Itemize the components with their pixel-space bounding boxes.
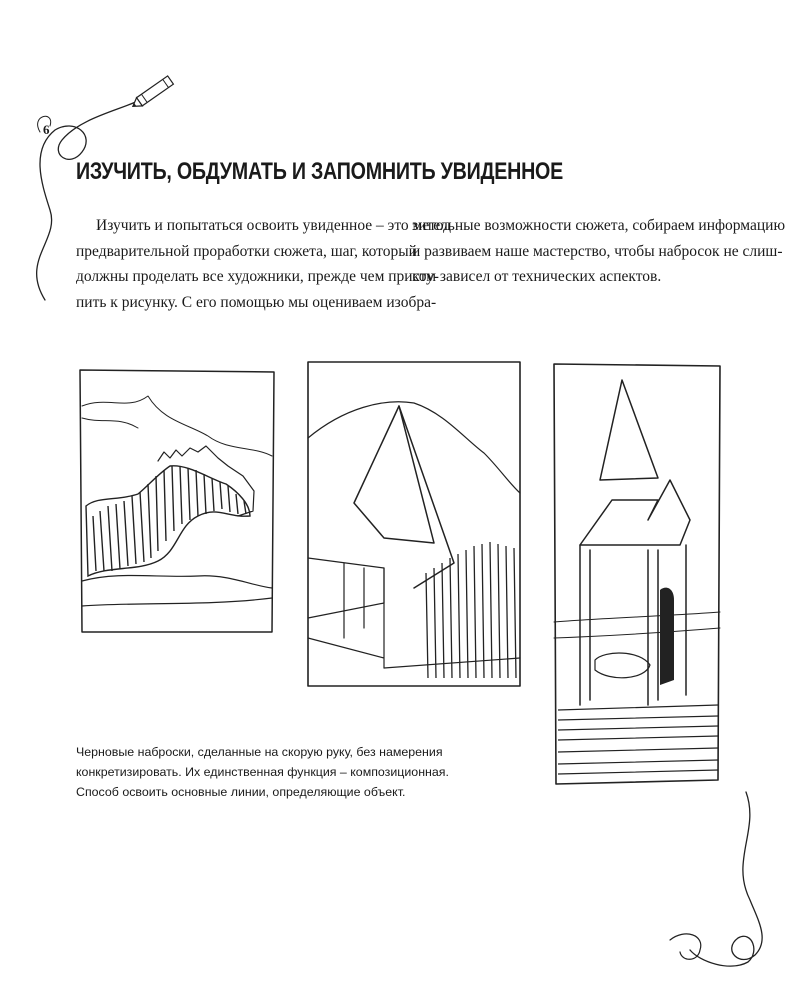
swirl-ornament-bottom	[660, 790, 800, 980]
landscape-sketch	[78, 366, 278, 636]
text-line: предварительной проработки сюжета, шаг, который	[76, 242, 417, 260]
house-roof-sketch	[304, 358, 524, 690]
text-line: Изучить и попытаться освоить увиденное – это метод	[96, 217, 451, 234]
page-title: ИЗУЧИТЬ, ОБДУМАТЬ И ЗАПОМНИТЬ УВИДЕННОЕ	[76, 158, 564, 185]
caption-line: Черновые наброски, сделанные на скорую руку, без намерения	[76, 745, 443, 759]
text-line: должны проделать все художники, прежде чем присту-	[76, 268, 439, 285]
chapel-sketch	[550, 360, 725, 790]
text-line: и развиваем наше мастерство, чтобы набросок не слиш-	[412, 242, 783, 260]
figure-caption	[76, 742, 449, 802]
pencil-icon	[128, 65, 188, 115]
page-number: 6	[43, 122, 50, 137]
text-line: ком зависел от технических аспектов.	[412, 268, 662, 285]
body-text-left	[76, 213, 451, 315]
caption-line: конкретизировать. Их единственная функция – композиционная.	[76, 765, 449, 779]
caption-line: Способ освоить основные линии, определяющие объект.	[76, 785, 406, 799]
text-line: пить к рисунку. С его помощью мы оцениваем изобра-	[76, 293, 437, 311]
text-line: зительные возможности сюжета, собираем информацию	[412, 217, 786, 234]
body-text-right	[412, 213, 786, 290]
